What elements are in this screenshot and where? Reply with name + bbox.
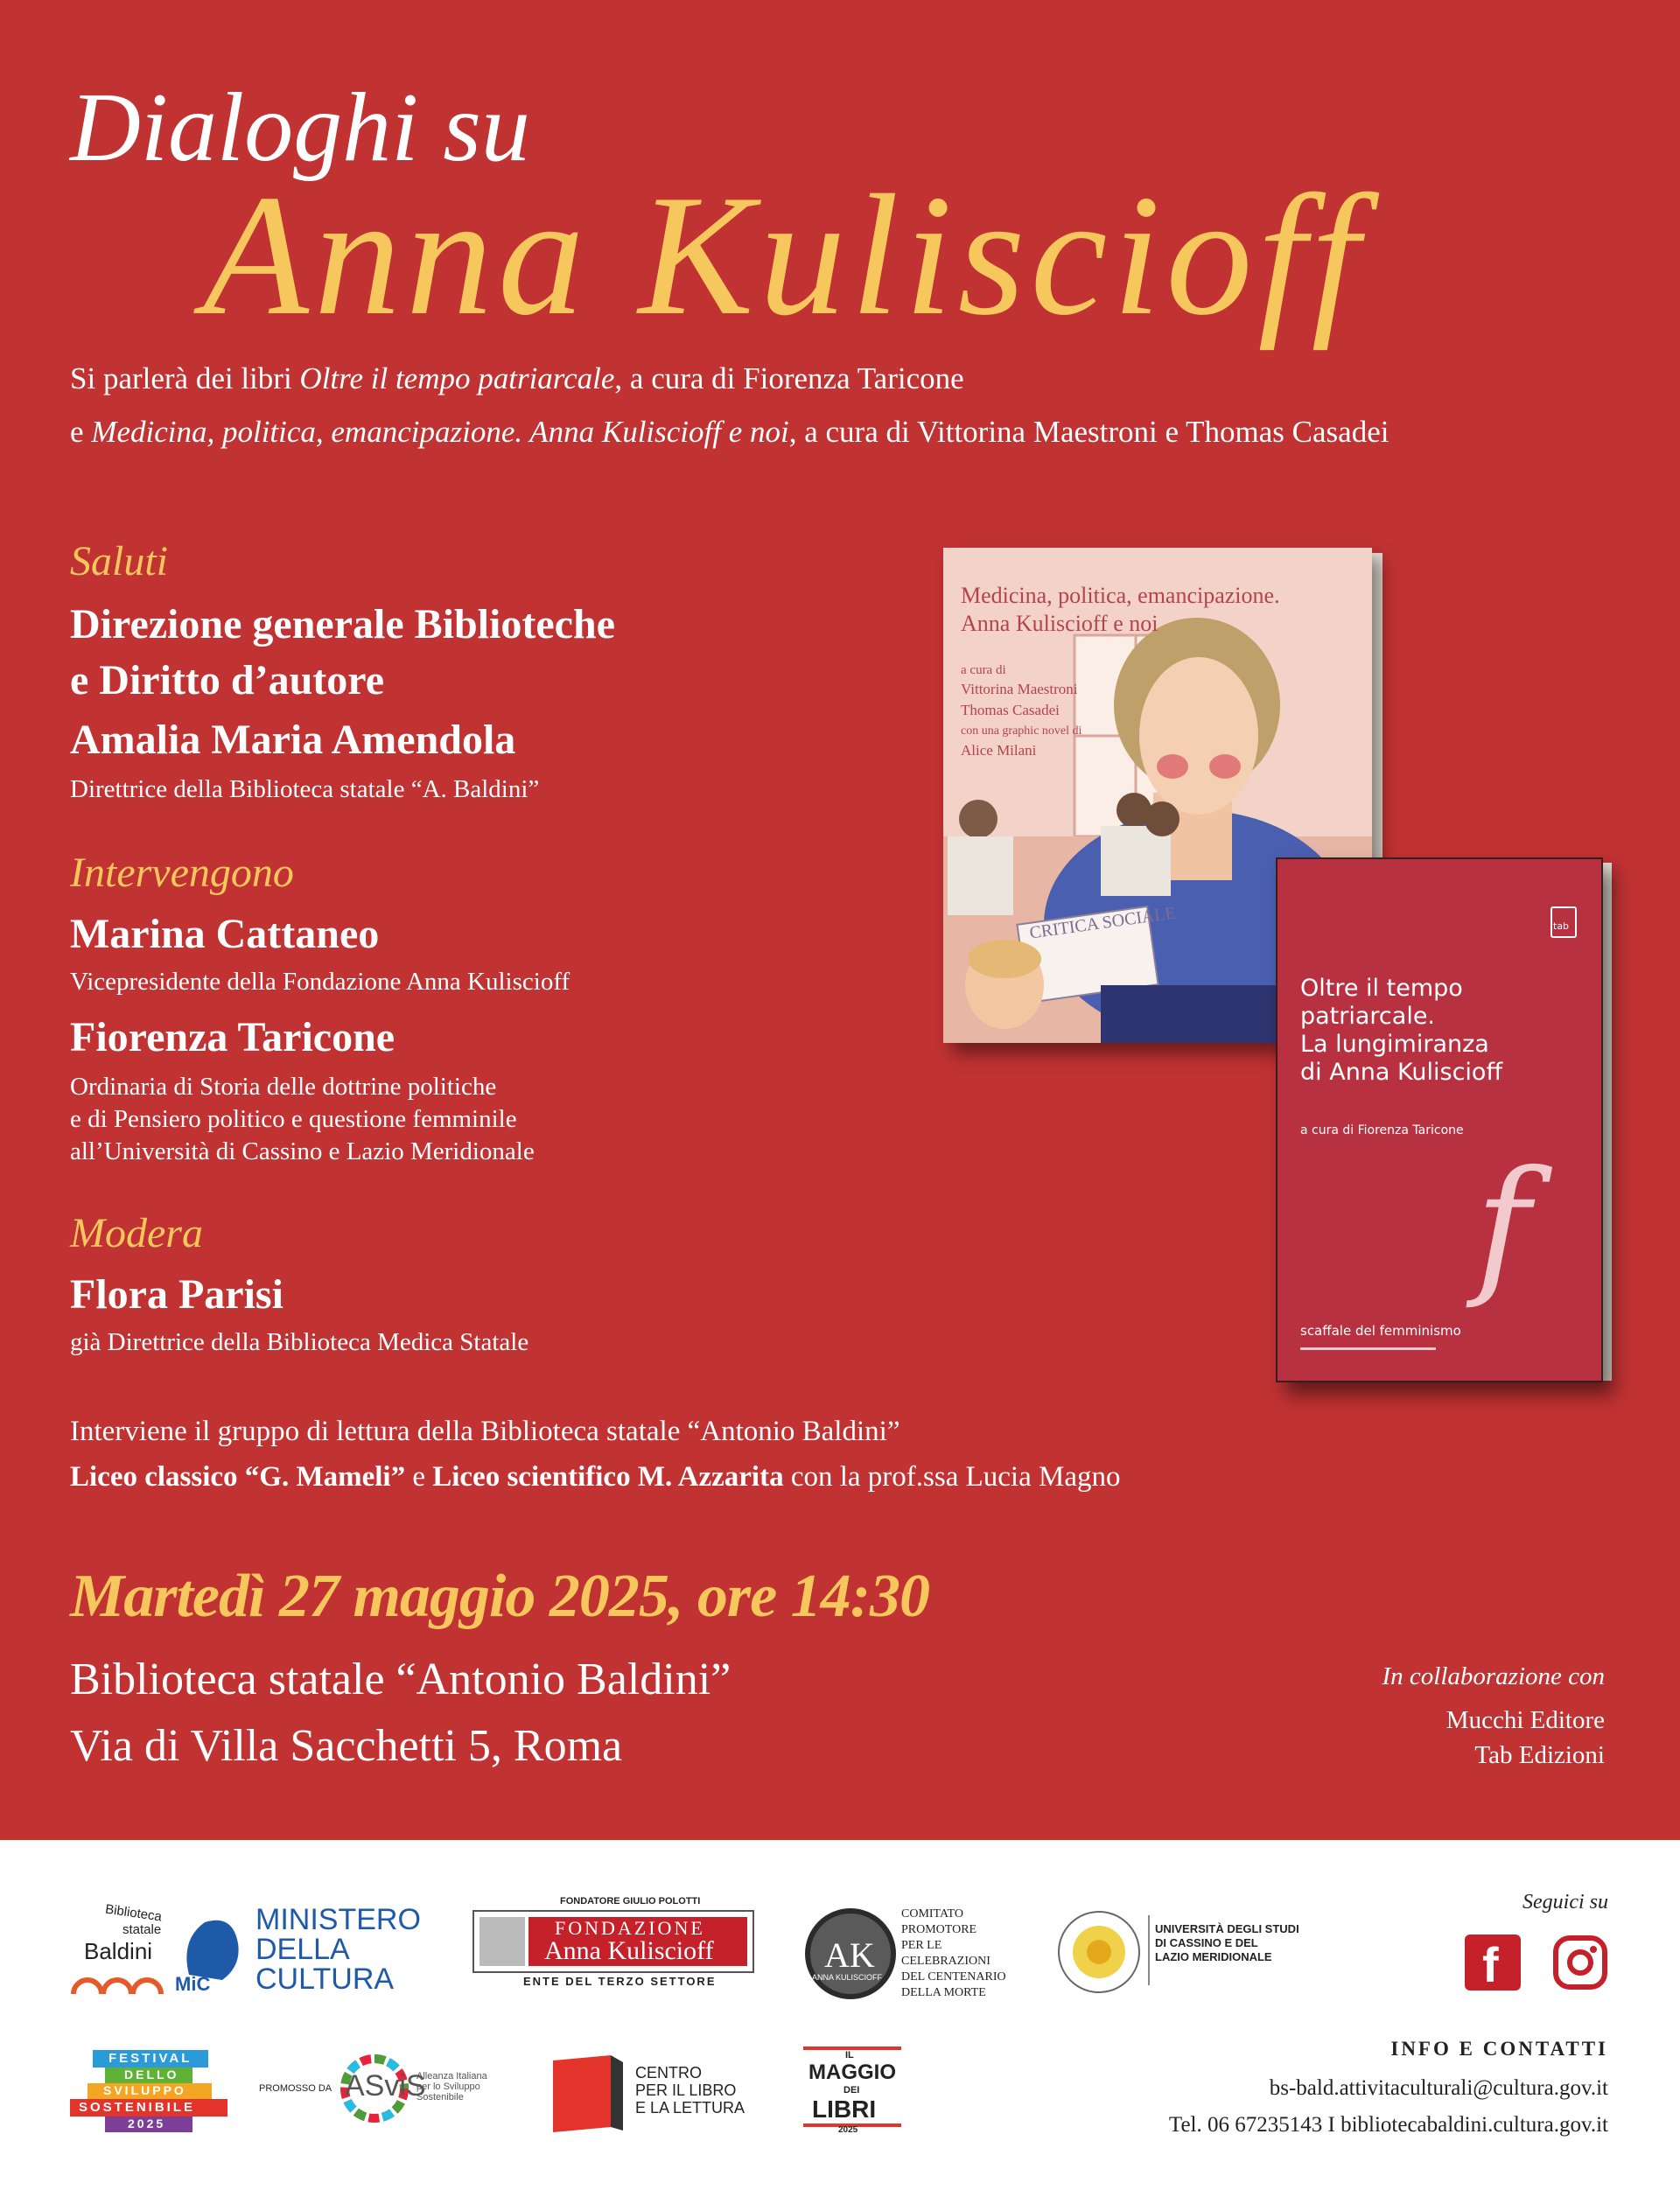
schools-line [70,1461,1120,1494]
book-1-title-line-1: Medicina, politica, emancipazione. [961,583,1280,608]
book-2-series-underline [1300,1347,1436,1350]
moderator-role: già Direttrice della Biblioteca Medica Statale [70,1328,529,1356]
event-venue: Biblioteca statale “Antonio Baldini” [70,1655,732,1704]
comitato-caption: ANNA KULISCIOFF [812,1973,883,1982]
baldini-logo-l1: Biblioteca [104,1901,163,1925]
comitato-l1: COMITATO [901,1907,963,1921]
maggio-l1: IL [845,2050,854,2061]
maggio-l3: DEI [844,2085,860,2096]
comitato-l3: PER LE [901,1939,942,1952]
comitato-text [901,1907,1006,2001]
book-1-title-line-2: Anna Kuliscioff e noi [961,611,1158,636]
book-1-graphic-novel-label: con una graphic novel di [961,724,1082,738]
fondazione-portrait-icon [480,1917,525,1966]
book-2-title-line-2: patriarcale. [1300,1003,1436,1030]
section-heading-modera: Modera [70,1210,203,1256]
book-2-series: scaffale del femminismo [1300,1323,1461,1339]
conjunction: e [405,1461,433,1493]
book-2-title-line-4: di Anna Kuliscioff [1300,1059,1503,1086]
cepell-book-icon [550,2054,625,2134]
facebook-icon[interactable] [1465,1935,1521,1991]
saluti-name: Amalia Maria Amendola [70,717,516,763]
comitato-l2: PROMOTORE [901,1923,977,1936]
speaker-2-role-1: Ordinaria di Storia delle dottrine politiche [70,1073,497,1101]
info-contacts[interactable]: Tel. 06 67235143 I bibliotecabaldini.cultura.gov.it [1168,2113,1608,2137]
saluti-org-line-2: e Diritto d’autore [70,657,385,703]
tab-logo-text: tab [1553,920,1570,932]
intro-text: , a cura di Fiorenza Taricone [614,361,964,395]
event-datetime: Martedì 27 maggio 2025, ore 14:30 [70,1563,929,1630]
intro-line-1 [70,361,964,396]
event-address: Via di Villa Sacchetti 5, Roma [70,1721,623,1771]
maggio-l5: 2025 [838,2125,858,2135]
teacher-text: con la prof.ssa Lucia Magno [783,1461,1121,1493]
promoted-by: PROMOSSO DA [259,2083,332,2094]
collaboration-partner-2: Tab Edizioni [1474,1741,1605,1769]
asvis-name: ASviS [345,2069,426,2103]
cepell-l3: E LA LETTURA [635,2099,746,2117]
cepell-text [635,2064,745,2117]
speaker-2-role-2: e di Pensiero politico e questione femminile [70,1105,517,1133]
title-line-2: Anna Kuliscioff [203,159,1365,351]
book-1-editor-2: Thomas Casadei [961,702,1060,718]
maggio-dei-libri-logo [803,2047,901,2136]
title-line-1: Dialoghi su [70,73,530,182]
baldini-arches-icon [70,1964,164,1996]
asvis-l3: Sostenibile [416,2092,464,2103]
info-heading: INFO E CONTATTI [1390,2038,1608,2060]
book-2-f-glyph: f [1475,1139,1530,1312]
school-1: Liceo classico “G. Mameli” [70,1461,406,1493]
festival-l3: SVILUPPO [103,2083,186,2097]
book-1-editor-1: Vittorina Maestroni [961,681,1078,697]
unicas-text [1155,1922,1299,1964]
unicas-l2: DI CASSINO E DEL [1155,1936,1258,1949]
unicas-l1: UNIVERSITÀ DEGLI STUDI [1155,1922,1299,1935]
moderator-name: Flora Parisi [70,1271,284,1318]
speaker-2-role-3: all’Università di Cassino e Lazio Meridionale [70,1137,535,1165]
asvis-l2: per lo Sviluppo [416,2082,480,2092]
maggio-l2: MAGGIO [808,2061,896,2084]
festival-l2: DELLO [124,2068,179,2082]
intro-book-title: Oltre il tempo patriarcale [299,361,615,395]
festival-l1: FESTIVAL [108,2051,192,2066]
intro-text: e [70,415,92,449]
festival-l4: SOSTENIBILE [79,2100,196,2115]
asvis-l1: Alleanza Italiana [416,2071,487,2082]
festival-logo [70,2050,228,2134]
fondazione-bottom: ENTE DEL TERZO SETTORE [523,1975,717,1988]
social-label: Seguici su [1522,1891,1608,1914]
unicas-l3: LAZIO MERIDIONALE [1155,1950,1272,1963]
baldini-logo-l3: Baldini [84,1938,153,1964]
book-1-newspaper-sign: CRITICA SOCIALE [1028,903,1177,943]
collaboration-partner-1: Mucchi Editore [1446,1706,1605,1734]
intro-text: Si parlerà dei libri [70,361,300,395]
intro-text: , a cura di Vittorina Maestroni e Thomas Casadei [788,415,1390,449]
fondazione-l2: Anna Kuliscioff [544,1936,714,1965]
book-2-title-line-3: La lungimiranza [1300,1031,1489,1058]
reading-group-line: Interviene il gruppo di lettura della Biblioteca statale “Antonio Baldini” [70,1416,900,1447]
intro-line-2 [70,415,1389,450]
fondazione-top: FONDATORE GIULIO POLOTTI [560,1896,701,1907]
unicas-seal-icon [1055,1908,1143,1996]
comitato-l6: DELLA MORTE [901,1986,986,1999]
section-heading-saluti: Saluti [70,538,169,584]
cepell-l2: PER IL LIBRO [635,2082,737,2099]
section-heading-intervengono: Intervengono [70,850,294,896]
maggio-l4: LIBRI [812,2096,877,2123]
school-2: Liceo scientifico M. Azzarita [432,1461,784,1493]
book-1-artist: Alice Milani [961,742,1037,759]
comitato-l4: CELEBRAZIONI [901,1955,990,1968]
speaker-2-name: Fiorenza Taricone [70,1014,396,1060]
mic-abbr: MiC [175,1973,211,1995]
fondazione-l1: FONDAZIONE [555,1917,705,1939]
intro-book-title: Medicina, politica, emancipazione. Anna Kuliscioff e noi [91,415,789,449]
book-1-cura: a cura di [961,663,1006,677]
baldini-logo-l2: statale [122,1922,162,1937]
fondazione-logo [472,1910,754,1973]
festival-l5: 2025 [128,2117,166,2131]
comitato-l5: DEL CENTENARIO [901,1970,1006,1984]
speaker-1-name: Marina Cattaneo [70,911,380,957]
instagram-icon[interactable] [1552,1935,1608,1991]
mic-line-3: CULTURA [256,1963,395,1996]
saluti-role: Direttrice della Biblioteca statale “A. Baldini” [70,775,540,803]
info-email[interactable]: bs-bald.attivitaculturali@cultura.gov.it [1269,2076,1608,2100]
collaboration-label: In collaborazione con [1382,1662,1605,1690]
asvis-text [416,2071,487,2103]
speaker-1-role: Vicepresidente della Fondazione Anna Kuliscioff [70,968,570,996]
unicas-divider [1148,1915,1150,1985]
book-cover-oltre-il-tempo [1276,857,1603,1382]
footer-logos [0,1840,1680,2204]
book-2-title-line-1: Oltre il tempo [1300,975,1463,1002]
mic-line-2: DELLA [256,1933,350,1966]
saluti-org-line-1: Direzione generale Biblioteche [70,601,615,647]
cepell-l1: CENTRO [635,2064,702,2082]
mic-line-1: MINISTERO [256,1903,421,1936]
book-2-cura: a cura di Fiorenza Taricone [1300,1123,1464,1137]
facebook-glyph: f [1482,1937,1499,1992]
tab-logo-icon [1550,906,1577,938]
comitato-monogram: AK [824,1935,875,1975]
